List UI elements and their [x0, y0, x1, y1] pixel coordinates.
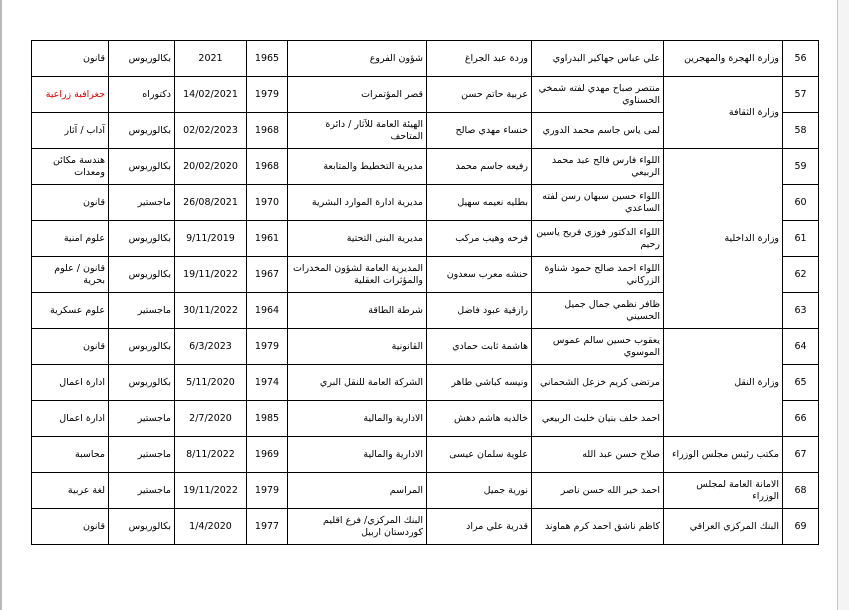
official-name-cell: احمد خلف بنيان خليث الربيعي — [532, 401, 664, 437]
employee-name-cell: ونيسه كباشي طاهر — [427, 365, 532, 401]
employee-name-cell: نورية جميل — [427, 473, 532, 509]
ministry-cell: وزارة الثقافة — [664, 77, 783, 149]
date-cell: 2/7/2020 — [175, 401, 247, 437]
official-name-cell: ظافر نظمي جمال جميل الحسيني — [532, 293, 664, 329]
row-number: 69 — [783, 509, 819, 545]
employee-name-cell: عربية حاتم حسن — [427, 77, 532, 113]
ministry-cell: البنك المركزي العراقي — [664, 509, 783, 545]
birth-year-cell: 1964 — [247, 293, 288, 329]
department-cell: مديرية ادارة الموارد البشرية — [288, 185, 427, 221]
date-cell: 20/02/2020 — [175, 149, 247, 185]
row-number: 67 — [783, 437, 819, 473]
specialization-cell: قانون — [32, 509, 109, 545]
official-name-cell: اللواء حسين سبهان رسن لفته الساعدي — [532, 185, 664, 221]
degree-cell: بكالوريوس — [109, 221, 175, 257]
date-cell: 19/11/2022 — [175, 473, 247, 509]
official-name-cell: اللواء احمد صالح حمود شناوة الزركاني — [532, 257, 664, 293]
official-name-cell: صلاح حسن عبد الله — [532, 437, 664, 473]
row-number: 65 — [783, 365, 819, 401]
employee-name-cell: حنشه معرب سعدون — [427, 257, 532, 293]
degree-cell: ماجستير — [109, 437, 175, 473]
page-left-edge — [0, 0, 2, 610]
row-number: 56 — [783, 41, 819, 77]
ministry-cell: مكتب رئيس مجلس الوزراء — [664, 437, 783, 473]
department-cell: شؤون الفروع — [288, 41, 427, 77]
degree-cell: ماجستير — [109, 401, 175, 437]
row-number: 58 — [783, 113, 819, 149]
birth-year-cell: 1969 — [247, 437, 288, 473]
row-number: 66 — [783, 401, 819, 437]
specialization-cell: علوم عسكرية — [32, 293, 109, 329]
employee-name-cell: وردة عبد الجراغ — [427, 41, 532, 77]
degree-cell: دكتوراه — [109, 77, 175, 113]
specialization-cell: محاسبة — [32, 437, 109, 473]
date-cell: 2021 — [175, 41, 247, 77]
date-cell: 26/08/2021 — [175, 185, 247, 221]
department-cell: شرطة الطاقة — [288, 293, 427, 329]
birth-year-cell: 1970 — [247, 185, 288, 221]
official-name-cell: اللواء الدكتور فوزي فريح ياسين رحيم — [532, 221, 664, 257]
specialization-cell: قانون — [32, 185, 109, 221]
ministry-cell: الامانة العامة لمجلس الوزراء — [664, 473, 783, 509]
birth-year-cell: 1979 — [247, 329, 288, 365]
employee-name-cell: قدرية علي مراد — [427, 509, 532, 545]
department-cell: البنك المركزي/ فرع اقليم كوردستان اربيل — [288, 509, 427, 545]
table-row — [32, 437, 819, 473]
row-number: 59 — [783, 149, 819, 185]
specialization-cell: هندسة مكائن ومعدات — [32, 149, 109, 185]
records-table — [31, 40, 819, 545]
official-name-cell: احمد خير الله حسن ناصر — [532, 473, 664, 509]
department-cell: مديرية التخطيط والمتابعة — [288, 149, 427, 185]
specialization-cell: قانون / علوم بحرية — [32, 257, 109, 293]
department-cell: القانونية — [288, 329, 427, 365]
specialization-cell: ادارة اعمال — [32, 401, 109, 437]
table-row — [32, 329, 819, 365]
employee-name-cell: هاشمة ثابت حمادي — [427, 329, 532, 365]
ministry-cell: وزارة الهجرة والمهجرين — [664, 41, 783, 77]
birth-year-cell: 1968 — [247, 113, 288, 149]
employee-name-cell: رازقية عبود فاضل — [427, 293, 532, 329]
birth-year-cell: 1985 — [247, 401, 288, 437]
degree-cell: ماجستير — [109, 185, 175, 221]
degree-cell: بكالوريوس — [109, 257, 175, 293]
employee-name-cell: بطليه نعيمه سهيل — [427, 185, 532, 221]
table-row — [32, 77, 819, 113]
official-name-cell: يعقوب حسين سالم عموس الموسوي — [532, 329, 664, 365]
employee-name-cell: خنساء مهدي صالح — [427, 113, 532, 149]
row-number: 68 — [783, 473, 819, 509]
employee-name-cell: رفيعه جاسم محمد — [427, 149, 532, 185]
employee-name-cell: خالديه هاشم دهش — [427, 401, 532, 437]
department-cell: الهيئة العامة للآثار / دائرة المتاحف — [288, 113, 427, 149]
degree-cell: ماجستير — [109, 293, 175, 329]
birth-year-cell: 1977 — [247, 509, 288, 545]
degree-cell: بكالوريوس — [109, 365, 175, 401]
department-cell: مديرية البنى التحتية — [288, 221, 427, 257]
date-cell: 14/02/2021 — [175, 77, 247, 113]
employee-name-cell: فرحه وهيب مركب — [427, 221, 532, 257]
birth-year-cell: 1961 — [247, 221, 288, 257]
degree-cell: ماجستير — [109, 473, 175, 509]
date-cell: 1/4/2020 — [175, 509, 247, 545]
degree-cell: بكالوريوس — [109, 41, 175, 77]
ministry-cell: وزارة الداخلية — [664, 149, 783, 329]
page-gutter — [838, 0, 849, 610]
row-number: 57 — [783, 77, 819, 113]
degree-cell: بكالوريوس — [109, 509, 175, 545]
department-cell: المديرية العامة لشؤون المخدرات والمؤثرات العقلية — [288, 257, 427, 293]
table-row — [32, 509, 819, 545]
department-cell: الشركة العامة للنقل البري — [288, 365, 427, 401]
department-cell: الادارية والمالية — [288, 437, 427, 473]
birth-year-cell: 1965 — [247, 41, 288, 77]
official-name-cell: كاظم ناشق احمد كرم هماوند — [532, 509, 664, 545]
specialization-cell: آداب / آثار — [32, 113, 109, 149]
specialization-cell: جغرافية زراعية — [32, 77, 109, 113]
degree-cell: بكالوريوس — [109, 149, 175, 185]
row-number: 64 — [783, 329, 819, 365]
degree-cell: بكالوريوس — [109, 113, 175, 149]
date-cell: 19/11/2022 — [175, 257, 247, 293]
date-cell: 30/11/2022 — [175, 293, 247, 329]
official-name-cell: لمى ياس جاسم محمد الدوري — [532, 113, 664, 149]
row-number: 60 — [783, 185, 819, 221]
specialization-cell: قانون — [32, 329, 109, 365]
specialization-cell: علوم امنية — [32, 221, 109, 257]
birth-year-cell: 1974 — [247, 365, 288, 401]
date-cell: 02/02/2023 — [175, 113, 247, 149]
row-number: 63 — [783, 293, 819, 329]
specialization-cell: لغة عربية — [32, 473, 109, 509]
official-name-cell: مرتضى كريم خزعل الشحماني — [532, 365, 664, 401]
date-cell: 6/3/2023 — [175, 329, 247, 365]
birth-year-cell: 1967 — [247, 257, 288, 293]
birth-year-cell: 1979 — [247, 77, 288, 113]
official-name-cell: علي عباس جهاكير البدراوي — [532, 41, 664, 77]
birth-year-cell: 1968 — [247, 149, 288, 185]
specialization-cell: قانون — [32, 41, 109, 77]
date-cell: 9/11/2019 — [175, 221, 247, 257]
row-number: 62 — [783, 257, 819, 293]
department-cell: المراسم — [288, 473, 427, 509]
birth-year-cell: 1979 — [247, 473, 288, 509]
date-cell: 8/11/2022 — [175, 437, 247, 473]
department-cell: قصر المؤتمرات — [288, 77, 427, 113]
specialization-cell: ادارة اعمال — [32, 365, 109, 401]
employee-name-cell: علوية سلمان عيسى — [427, 437, 532, 473]
ministry-cell: وزارة النقل — [664, 329, 783, 437]
table-row — [32, 149, 819, 185]
row-number: 61 — [783, 221, 819, 257]
date-cell: 5/11/2020 — [175, 365, 247, 401]
department-cell: الادارية والمالية — [288, 401, 427, 437]
official-name-cell: اللواء فارس فالح عبد محمد الربيعي — [532, 149, 664, 185]
table-row — [32, 473, 819, 509]
degree-cell: بكالوريوس — [109, 329, 175, 365]
official-name-cell: منتصر صباح مهدي لفته شمخي الحسناوي — [532, 77, 664, 113]
table-row — [32, 41, 819, 77]
